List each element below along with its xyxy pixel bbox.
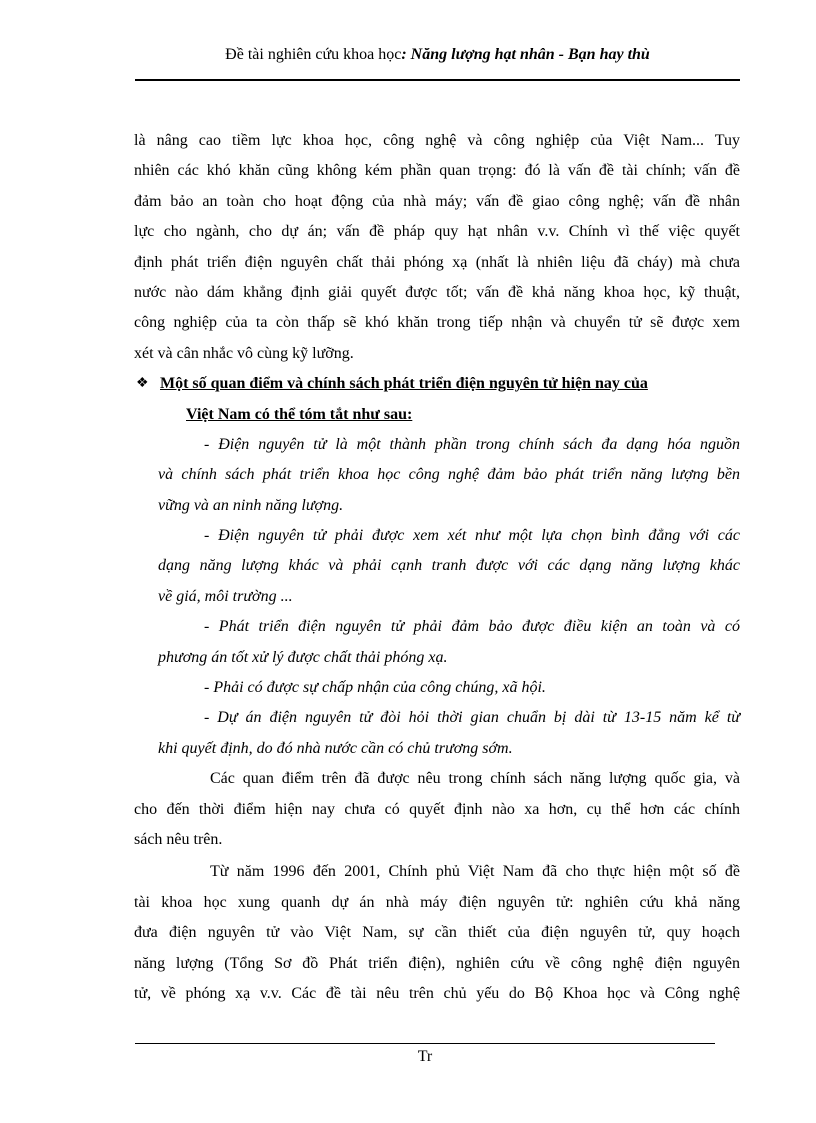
list-item: dạng năng lượng khác và phải cạnh tranh được với các dạng năng lượng khác [158, 557, 740, 575]
paragraph-research-history [134, 857, 740, 1009]
text-line: đảm bảo an toàn cho hoạt động của nhà máy; vấn đề giao công nghệ; vấn đề nhân [134, 192, 740, 210]
list-item: vững và an ninh năng lượng. [158, 496, 344, 514]
policy-heading [134, 369, 740, 430]
text-line: tử, về phóng xạ v.v. Các đề tài nêu trên chủ yếu do Bộ Khoa học và Công nghệ [134, 984, 740, 1002]
text-line: Các quan điểm trên đã được nêu trong chính sách năng lượng quốc gia, và [210, 770, 740, 788]
heading-line-2-wrap [134, 400, 740, 430]
paragraph-intro [134, 126, 740, 369]
text-line: cho đến thời điểm hiện nay chưa có quyết định nào xa hơn, cụ thể hơn các chính [134, 800, 740, 818]
text-line: tài khoa học xung quanh dự án nhà máy điện nguyên tử: nghiên cứu khả năng [134, 893, 740, 911]
heading-line: Việt Nam có thể tóm tắt như sau: [186, 405, 413, 423]
list-item: khi quyết định, do đó nhà nước cần có chủ trương sớm. [158, 739, 513, 757]
page-header [135, 46, 740, 64]
text-line: xét và cân nhắc vô cùng kỹ lưỡng. [134, 344, 354, 362]
page-number-label: Tr [417, 1048, 433, 1065]
list-item: - Dự án điện nguyên tử đòi hỏi thời gian chuẩn bị dài từ 13-15 năm kể từ [204, 709, 740, 727]
text-line: nước nào dám khẳng định giải quyết được tốt; vấn đề khả năng khoa học, kỹ thuật, [134, 283, 740, 301]
text-line: lực cho ngành, cho dự án; vấn đề pháp quy hạt nhân v.v. Chính vì thế việc quyết [134, 223, 740, 241]
text-line: đưa điện nguyên tử vào Việt Nam, sự cần thiết của điện nguyên tử, quy hoạch [134, 924, 740, 942]
text-line: năng lượng (Tổng Sơ đồ Phát triển điện), nghiên cứu về công nghệ điện nguyên [134, 954, 740, 972]
text-line: Từ năm 1996 đến 2001, Chính phủ Việt Nam đã cho thực hiện một số đề [210, 863, 740, 881]
diamond-bullet-icon: ❖ [136, 376, 149, 392]
page-body [134, 126, 740, 1009]
text-line: công nghiệp của ta còn thấp sẽ khó khăn trong tiếp nhận và chuyển tử sẽ được xem [134, 314, 740, 332]
list-item: - Điện nguyên tử phải được xem xét như một lựa chọn bình đẳng với các [204, 527, 740, 545]
header-rule [135, 79, 740, 81]
page-footer [135, 1048, 715, 1066]
text-line: định phát triển điện nguyên chất thải phóng xạ (nhất là nhiên liệu đã cháy) mà chưa [134, 253, 740, 271]
heading-line: Một số quan điểm và chính sách phát triển điện nguyên tử hiện nay của [160, 375, 648, 393]
text-line: sách nêu trên. [134, 830, 223, 848]
list-item: về giá, môi trường ... [158, 587, 293, 605]
list-item: phương án tốt xử lý được chất thải phóng xạ. [158, 648, 448, 666]
list-item: - Phải có được sự chấp nhận của công chúng, xã hội. [204, 679, 546, 697]
footer-rule [135, 1043, 715, 1044]
list-item: và chính sách phát triển khoa học công nghệ đảm bảo phát triển năng lượng bền [158, 466, 740, 484]
header-title: : Năng lượng hạt nhân - Bạn hay thù [401, 46, 650, 63]
heading-line-1-wrap [134, 369, 740, 399]
paragraph-policy-summary [134, 764, 740, 855]
policy-list [134, 430, 740, 764]
list-item: - Phát triển điện nguyên tử phải đảm bảo được điều kiện an toàn và có [204, 618, 740, 636]
list-item: - Điện nguyên tử là một thành phần trong chính sách đa dạng hóa nguồn [204, 435, 740, 453]
text-line: là nâng cao tiềm lực khoa học, công nghệ và công nghiệp của Việt Nam... Tuy [134, 132, 740, 149]
header-prefix: Đề tài nghiên cứu khoa học [225, 46, 402, 63]
text-line: nhiên các khó khăn cũng không kém phần quan trọng: đó là vấn đề tài chính; vấn đề [134, 162, 740, 180]
